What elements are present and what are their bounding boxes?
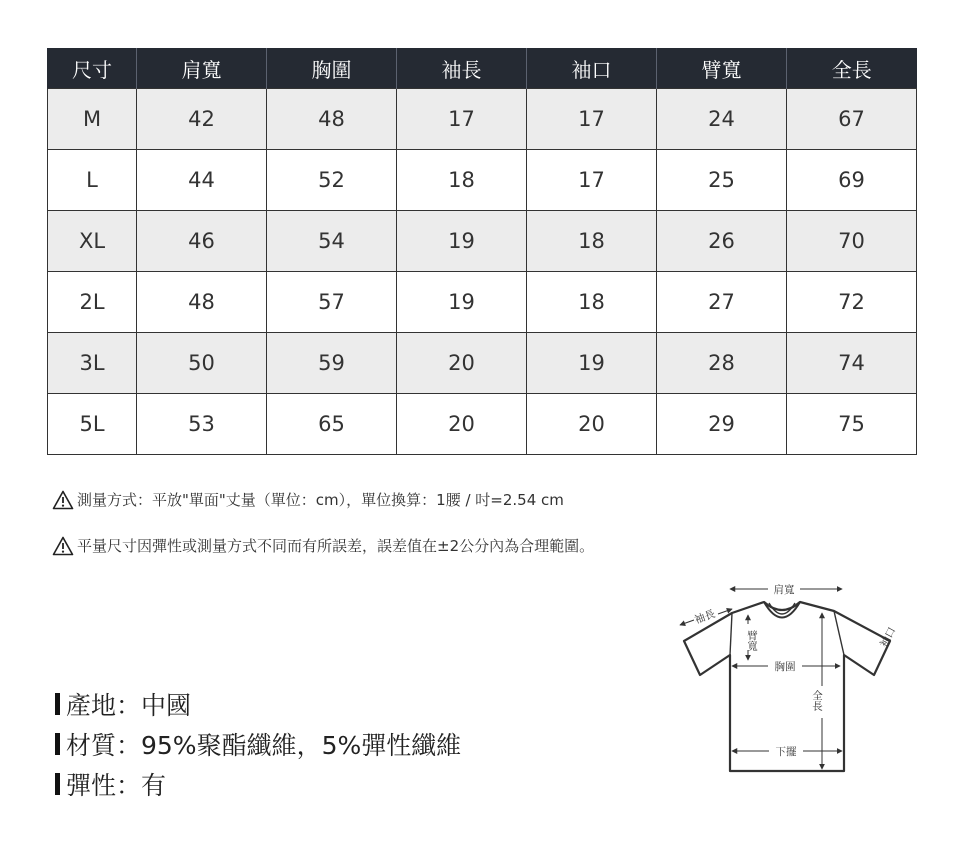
- table-cell: 2L: [48, 272, 137, 333]
- spec-origin: [55, 684, 461, 724]
- table-cell: XL: [48, 211, 137, 272]
- diagram-label-hem: 下擺: [775, 746, 797, 758]
- diagram-label-total-length: 全長: [811, 690, 823, 711]
- table-cell: 26: [657, 211, 787, 272]
- table-cell: 28: [657, 333, 787, 394]
- table-cell: L: [48, 150, 137, 211]
- table-cell: 18: [527, 272, 657, 333]
- table-cell: 53: [137, 394, 267, 455]
- tolerance-note-text: 平量尺寸因彈性或測量方式不同而有所誤差，誤差值在±2公分內為合理範圍。: [77, 537, 595, 555]
- table-cell: 19: [397, 211, 527, 272]
- tolerance-note: [52, 535, 594, 556]
- table-cell: 20: [527, 394, 657, 455]
- table-cell: 72: [787, 272, 917, 333]
- size-table: [47, 48, 917, 455]
- table-cell: 19: [397, 272, 527, 333]
- table-cell: 54: [267, 211, 397, 272]
- table-cell: 17: [397, 89, 527, 150]
- table-header-row: [48, 48, 917, 89]
- header-shoulder: 肩寬: [137, 48, 267, 89]
- table-row: [48, 150, 917, 211]
- table-cell: 17: [527, 89, 657, 150]
- table-cell: 18: [397, 150, 527, 211]
- spec-material-text: 材質：95%聚酯纖維，5%彈性纖維: [66, 731, 462, 760]
- table-cell: 42: [137, 89, 267, 150]
- header-chest: 胸圍: [267, 48, 397, 89]
- table-cell: 29: [657, 394, 787, 455]
- product-specs: [55, 684, 461, 804]
- table-cell: 52: [267, 150, 397, 211]
- spec-elasticity-text: 彈性：有: [66, 771, 167, 800]
- measure-note-text: 測量方式：平放"單面"丈量（單位：cm），單位換算：1腰 / 吋=2.54 cm: [77, 491, 564, 509]
- table-cell: 65: [267, 394, 397, 455]
- table-row: [48, 89, 917, 150]
- diagram-label-cuff: 袖口: [878, 625, 899, 650]
- spec-bullet: [55, 693, 60, 715]
- diagram-label-sleeve-length: 袖長: [693, 607, 717, 627]
- table-cell: 57: [267, 272, 397, 333]
- table-cell: 24: [657, 89, 787, 150]
- table-row: [48, 272, 917, 333]
- table-cell: 70: [787, 211, 917, 272]
- warning-icon: [52, 490, 74, 510]
- table-cell: M: [48, 89, 137, 150]
- table-cell: 59: [267, 333, 397, 394]
- table-cell: 74: [787, 333, 917, 394]
- warning-icon: [52, 536, 74, 556]
- table-cell: 67: [787, 89, 917, 150]
- table-cell: 27: [657, 272, 787, 333]
- table-cell: 3L: [48, 333, 137, 394]
- spec-bullet: [55, 733, 60, 755]
- diagram-label-shoulder: 肩寬: [773, 584, 795, 596]
- header-sleeve-length: 袖長: [397, 48, 527, 89]
- table-cell: 75: [787, 394, 917, 455]
- spec-material: [55, 724, 461, 764]
- table-cell: 19: [527, 333, 657, 394]
- diagram-label-chest: 胸圍: [774, 661, 796, 673]
- table-cell: 46: [137, 211, 267, 272]
- table-cell: 20: [397, 333, 527, 394]
- table-cell: 18: [527, 211, 657, 272]
- spec-elasticity: [55, 764, 461, 804]
- table-cell: 48: [137, 272, 267, 333]
- table-cell: 5L: [48, 394, 137, 455]
- header-cuff: 袖口: [527, 48, 657, 89]
- diagram-label-arm-width: 臂寬: [746, 630, 758, 651]
- header-arm-width: 臂寬: [657, 48, 787, 89]
- table-cell: 44: [137, 150, 267, 211]
- table-row: [48, 211, 917, 272]
- measure-note: [52, 489, 564, 510]
- header-size: 尺寸: [48, 48, 137, 89]
- table-cell: 50: [137, 333, 267, 394]
- spec-bullet: [55, 773, 60, 795]
- spec-origin-text: 產地：中國: [66, 691, 192, 720]
- table-cell: 17: [527, 150, 657, 211]
- table-row: [48, 333, 917, 394]
- header-total-length: 全長: [787, 48, 917, 89]
- table-row: [48, 394, 917, 455]
- table-cell: 48: [267, 89, 397, 150]
- table-cell: 69: [787, 150, 917, 211]
- table-cell: 20: [397, 394, 527, 455]
- tshirt-measurement-diagram: [672, 578, 912, 778]
- table-cell: 25: [657, 150, 787, 211]
